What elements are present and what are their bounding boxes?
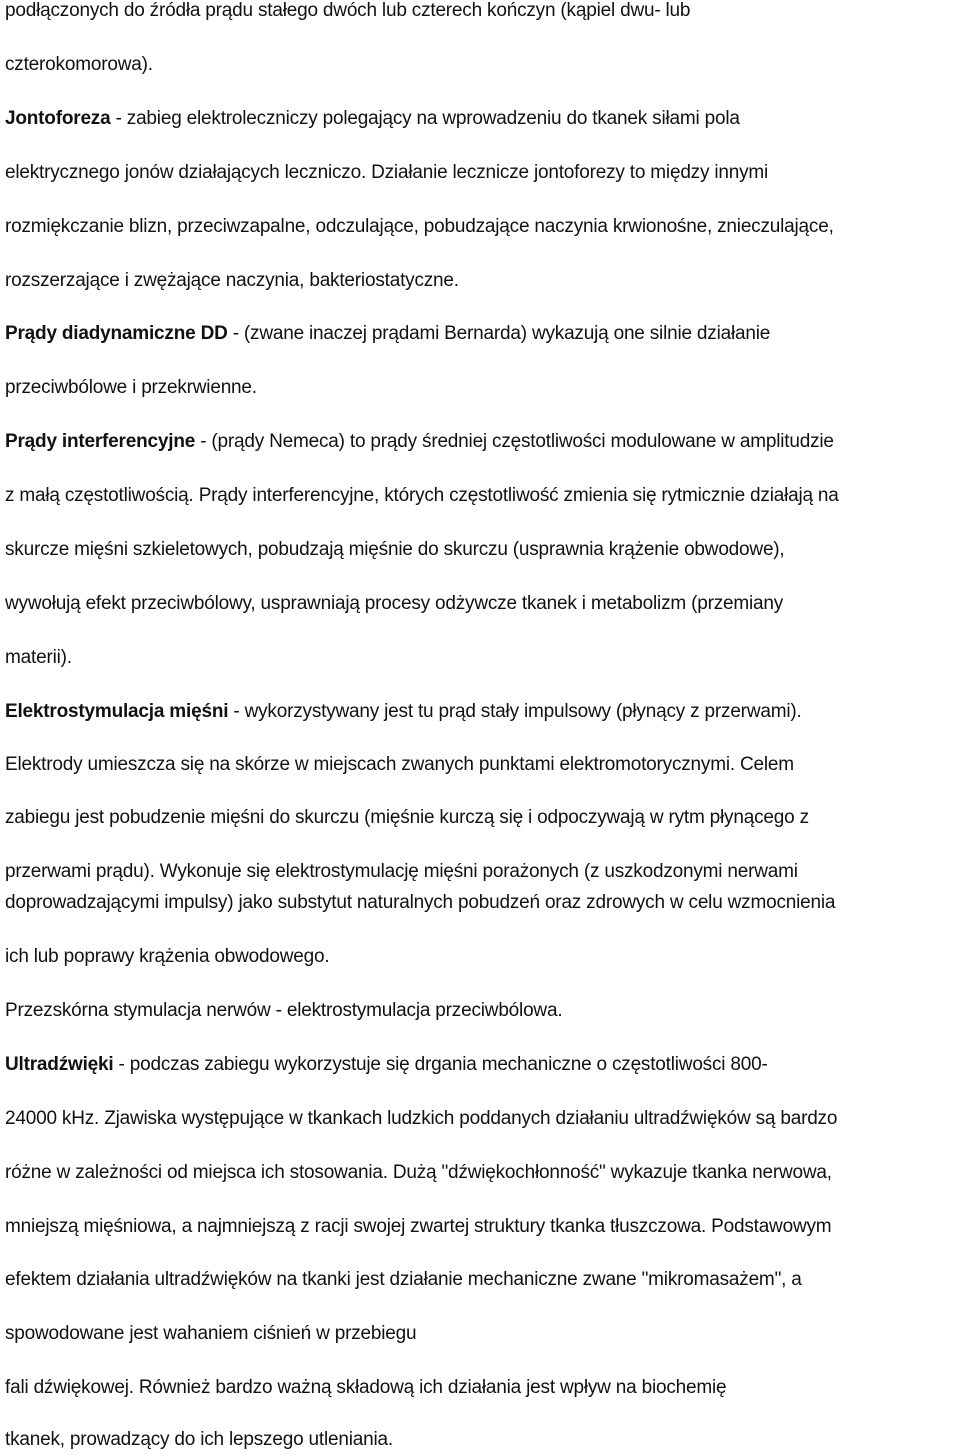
text-line: fali dźwiękowej. Również bardzo ważną składową ich działania jest wpływ na biochemię [5, 1377, 727, 1398]
text-span: - wykorzystywany jest tu prąd stały impulsowy (płynący z przerwami). [228, 701, 802, 722]
text-line: z małą częstotliwością. Prądy interferencyjne, których częstotliwość zmienia się rytmicznie działają na [5, 485, 839, 506]
term-heading: Jontoforeza [5, 108, 111, 129]
text-line: czterokomorowa). [5, 54, 153, 75]
term-heading: Elektrostymulacja mięśni [5, 701, 229, 722]
text-line [5, 107, 740, 131]
text-span: - podczas zabiegu wykorzystuje się drgania mechaniczne o częstotliwości 800- [113, 1054, 768, 1075]
text-line: spowodowane jest wahaniem ciśnień w przebiegu [5, 1323, 417, 1344]
text-line: rozmiękczanie blizn, przeciwzapalne, odczulające, pobudzające naczynia krwionośne, znieczulające, [5, 216, 834, 237]
text-line: wywołują efekt przeciwbólowy, usprawniają procesy odżywcze tkanek i metabolizm (przemiany [5, 593, 784, 614]
text-line: 24000 kHz. Zjawiska występujące w tkankach ludzkich poddanych działaniu ultradźwięków są bardzo [5, 1108, 838, 1129]
text-line: Przezskórna stymulacja nerwów - elektrostymulacja przeciwbólowa. [5, 1000, 563, 1021]
term-heading: Prądy interferencyjne [5, 431, 196, 452]
text-line: przerwami prądu). Wykonuje się elektrostymulację mięśni porażonych (z uszkodzonymi nerwami [5, 861, 798, 882]
text-line: efektem działania ultradźwięków na tkanki jest działanie mechaniczne zwane "mikromasażem", a [5, 1269, 802, 1290]
text-span: - (zwane inaczej prądami Bernarda) wykazują one silnie działanie [227, 323, 771, 344]
text-line: różne w zależności od miejsca ich stosowania. Dużą "dźwiękochłonność" wykazuje tkanka nerwowa, [5, 1162, 832, 1183]
text-line: ich lub poprawy krążenia obwodowego. [5, 946, 330, 967]
text-line: mniejszą mięśniowa, a najmniejszą z racji swojej zwartej struktury tkanka tłuszczowa. Podstawowym [5, 1216, 832, 1237]
text-line: Elektrody umieszcza się na skórze w miejscach zwanych punktami elektromotorycznymi. Celem [5, 754, 794, 775]
text-line [5, 700, 802, 724]
term-heading: Prądy diadynamiczne DD [5, 323, 228, 344]
text-line: materii). [5, 647, 72, 668]
text-span: - (prądy Nemeca) to prądy średniej częstotliwości modulowane w amplitudzie [195, 431, 834, 452]
text-line [5, 430, 834, 454]
text-line: podłączonych do źródła prądu stałego dwóch lub czterech kończyn (kąpiel dwu- lub [5, 0, 691, 21]
term-heading: Ultradźwięki [5, 1054, 114, 1075]
text-line: przeciwbólowe i przekrwienne. [5, 377, 257, 398]
text-line: elektrycznego jonów działających leczniczo. Działanie lecznicze jontoforezy to między innymi [5, 162, 769, 183]
text-span: - zabieg elektroleczniczy polegający na wprowadzeniu do tkanek siłami pola [110, 108, 740, 129]
text-line: doprowadzającymi impulsy) jako substytut naturalnych pobudzeń oraz zdrowych w celu wzmocnienia [5, 892, 836, 913]
text-line: rozszerzające i zwężające naczynia, bakteriostatyczne. [5, 270, 459, 291]
text-line: zabiegu jest pobudzenie mięśni do skurczu (mięśnie kurczą się i odpoczywają w rytm płynącego z [5, 807, 809, 828]
text-line [5, 1053, 768, 1077]
text-line [5, 322, 770, 346]
text-line: tkanek, prowadzący do ich lepszego utleniania. [5, 1429, 393, 1450]
text-line: skurcze mięśni szkieletowych, pobudzają mięśnie do skurczu (usprawnia krążenie obwodowe), [5, 539, 785, 560]
